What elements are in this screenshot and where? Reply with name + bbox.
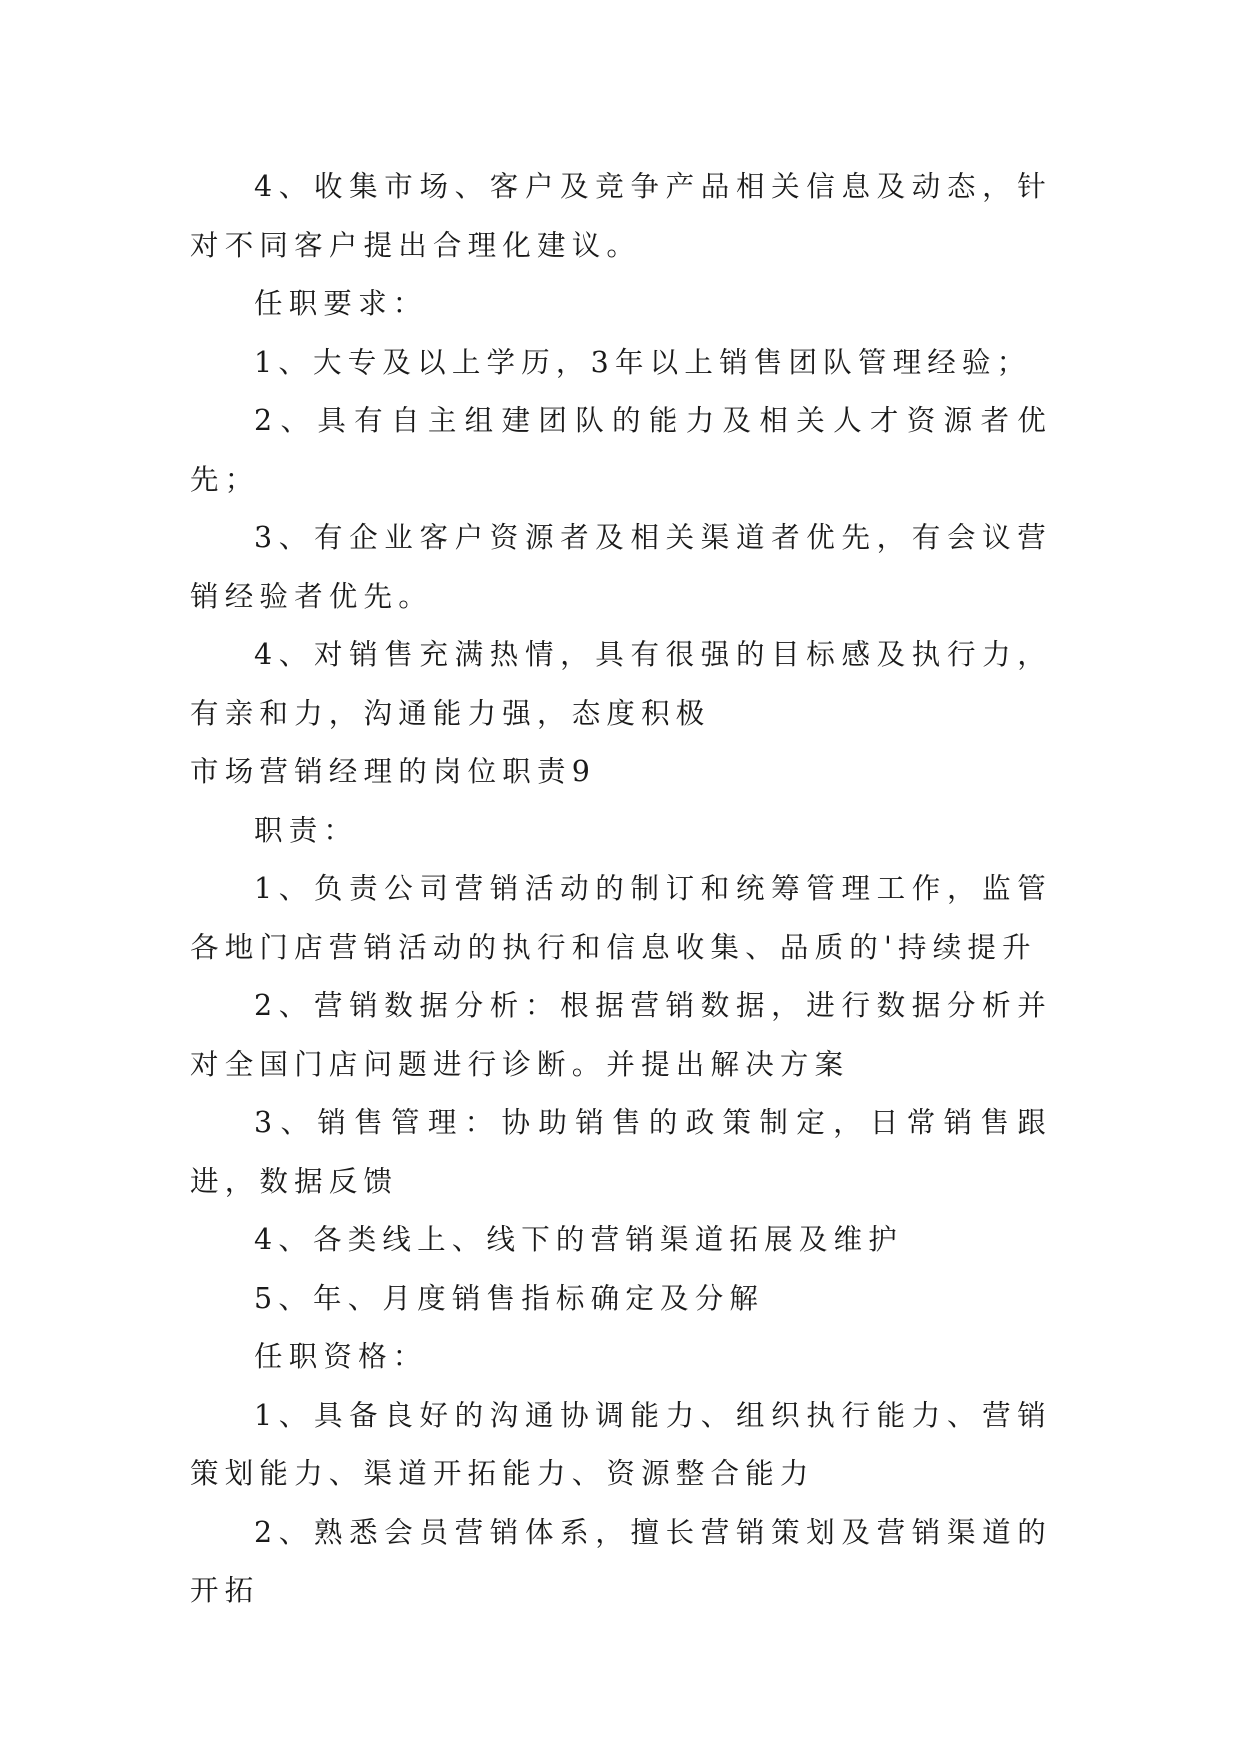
paragraph-requirement-2: 2、具有自主组建团队的能力及相关人才资源者优先； — [190, 404, 1052, 496]
document-page — [190, 158, 1052, 1621]
paragraph-duty-3: 3、销售管理：协助销售的政策制定，日常销售跟进，数据反馈 — [190, 1106, 1052, 1198]
paragraph-duty-1: 1、负责公司营销活动的制订和统筹管理工作，监管各地门店营销活动的执行和信息收集、品质的'持续提升 — [190, 872, 1052, 964]
paragraph-requirement-1: 1、大专及以上学历，3年以上销售团队管理经验； — [254, 345, 1032, 379]
paragraph-duties-heading: 职责： — [254, 813, 359, 847]
paragraph-qualifications-heading: 任职资格： — [254, 1340, 428, 1373]
paragraph-duty-5: 5、年、月度销售指标确定及分解 — [254, 1281, 765, 1315]
section-title: 市场营销经理的岗位职责9 — [190, 755, 597, 788]
paragraph-requirements-heading: 任职要求： — [254, 287, 428, 320]
paragraph-qualification-2: 2、熟悉会员营销体系，擅长营销策划及营销渠道的开拓 — [190, 1515, 1052, 1607]
paragraph-duty-2: 2、营销数据分析：根据营销数据，进行数据分析并对全国门店问题进行诊断。并提出解决方案 — [190, 989, 1052, 1081]
paragraph-requirement-4: 4、对销售充满热情，具有很强的目标感及执行力，有亲和力，沟通能力强，态度积极 — [190, 638, 1052, 730]
paragraph-requirement-3: 3、有企业客户资源者及相关渠道者优先，有会议营销经验者优先。 — [190, 521, 1052, 613]
paragraph-duty-4: 4、各类线上、线下的营销渠道拓展及维护 — [254, 1223, 903, 1256]
paragraph-collect-info: 4、收集市场、客户及竞争产品相关信息及动态，针对不同客户提出合理化建议。 — [190, 170, 1052, 262]
paragraph-qualification-1: 1、具备良好的沟通协调能力、组织执行能力、营销策划能力、渠道开拓能力、资源整合能力 — [190, 1398, 1052, 1490]
